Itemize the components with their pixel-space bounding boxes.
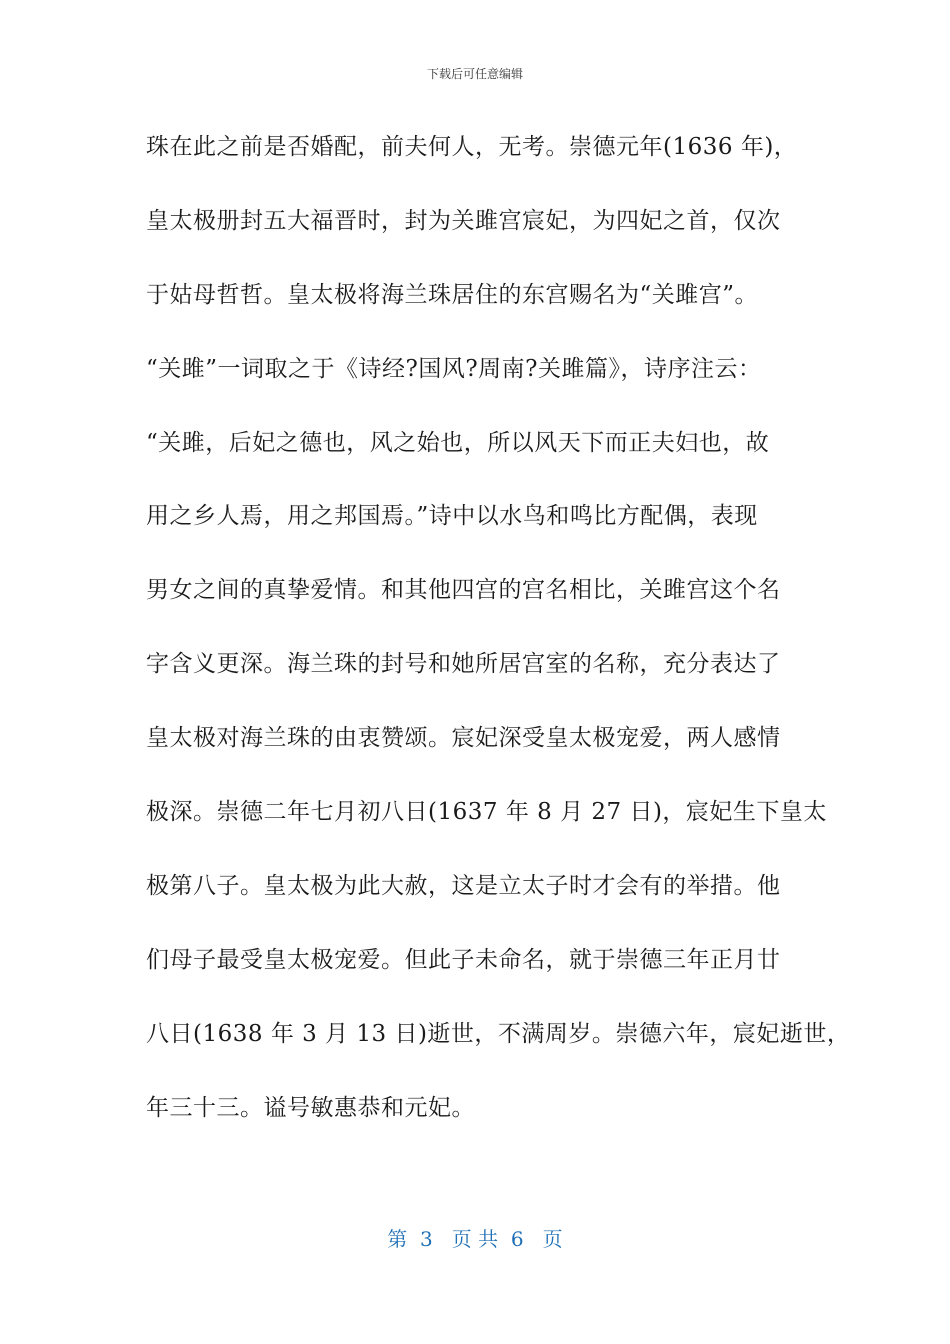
text-line: 皇太极对海兰珠的由衷赞颂。宸妃深受皇太极宠爱，两人感情	[146, 725, 781, 752]
text-line: 极深。崇德二年七月初八日(1637 年 8 月 27 日)，宸妃生下皇太	[146, 799, 827, 826]
text-line: 八日(1638 年 3 月 13 日)逝世，不满周岁。崇德六年，宸妃逝世，	[146, 1020, 851, 1047]
document-body	[146, 128, 851, 1162]
text-line: 于姑母哲哲。皇太极将海兰珠居住的东宫赐名为“关雎宫”。	[146, 281, 759, 308]
page-header: 下载后可任意编辑	[426, 67, 523, 81]
page-number-footer: 第 3 页 共 6 页	[387, 1227, 563, 1251]
text-line: “关雎”一词取之于《诗经?国风?周南?关雎篇》，诗序注云：	[146, 355, 762, 382]
text-line: 皇太极册封五大福晋时，封为关雎宫宸妃，为四妃之首，仅次	[146, 207, 781, 234]
text-line: 珠在此之前是否婚配，前夫何人，无考。崇德元年(1636 年)，	[146, 134, 798, 160]
text-line: 字含义更深。海兰珠的封号和她所居宫室的名称，充分表达了	[146, 651, 781, 678]
text-line: 用之乡人焉，用之邦国焉。”诗中以水鸟和鸣比方配偶，表现	[146, 503, 758, 530]
text-line: 年三十三。谥号敏惠恭和元妃。	[146, 1094, 475, 1121]
text-line: 男女之间的真挚爱情。和其他四宫的宫名相比，关雎宫这个名	[146, 577, 781, 604]
text-line: 们母子最受皇太极宠爱。但此子未命名，就于崇德三年正月廿	[146, 946, 781, 973]
text-line: 极第八子。皇太极为此大赦，这是立太子时才会有的举措。他	[146, 872, 781, 899]
text-line: “关雎，后妃之德也，风之始也，所以风天下而正夫妇也，故	[146, 429, 770, 456]
